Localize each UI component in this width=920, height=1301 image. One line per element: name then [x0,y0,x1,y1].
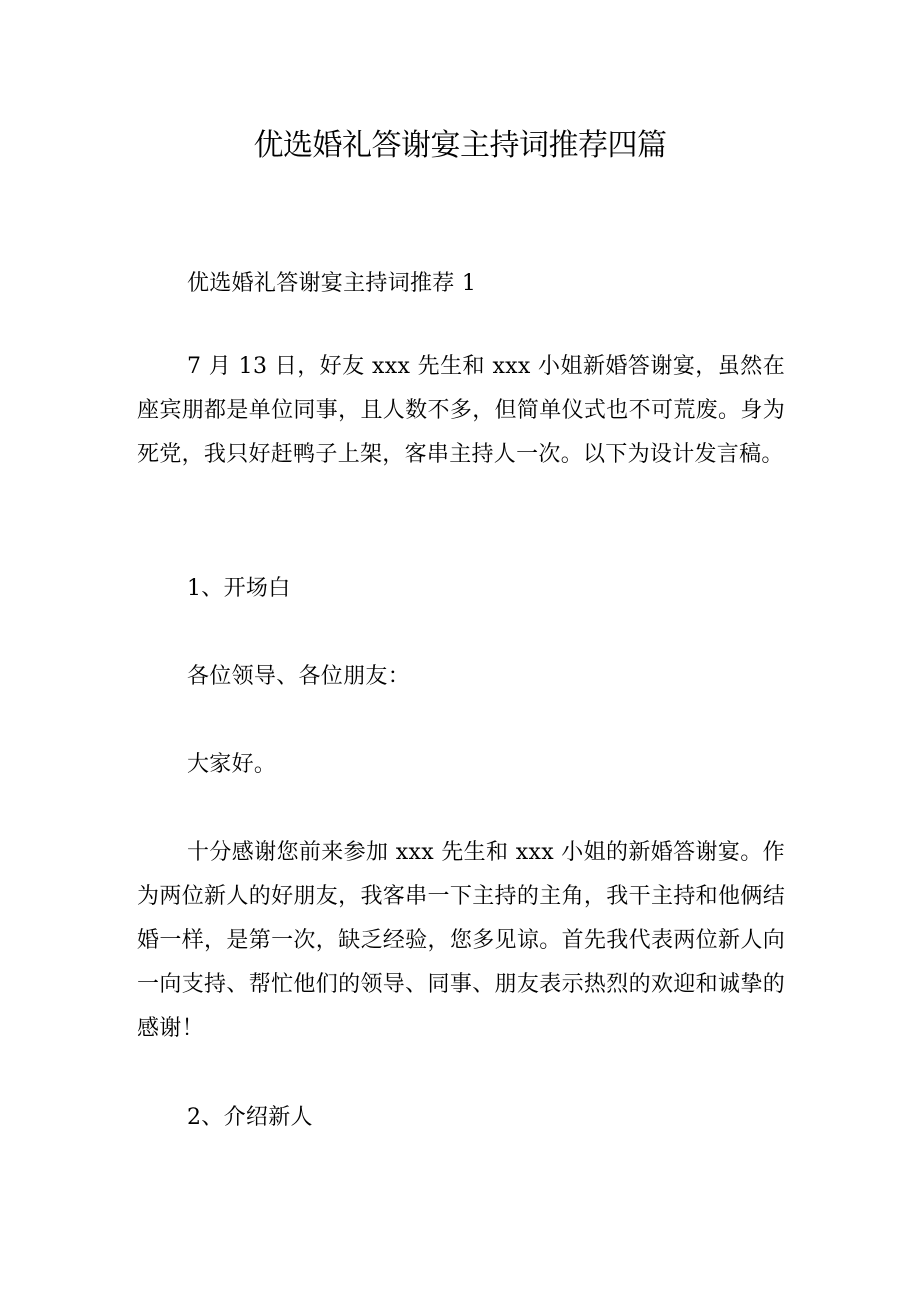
intro-paragraph: 7 月 13 日，好友 xxx 先生和 xxx 小姐新婚答谢宴，虽然在座宾朋都是单位同事，且人数不多，但简单仪式也不可荒废。身为死党，我只好赶鸭子上架，客串主持人一次。以下为设计发言稿。 [137,354,785,467]
section-heading-1: 优选婚礼答谢宴主持词推荐 1 [187,271,477,296]
document-title: 优选婚礼答谢宴主持词推荐四篇 [253,128,667,163]
thanks-paragraph: 十分感谢您前来参加 xxx 先生和 xxx 小姐的新婚答谢宴。作为两位新人的好朋友，我客串一下主持的主角，我干主持和他俩结婚一样，是第一次，缺乏经验，您多见谅。首先我代表两位新人向一向支持、帮忙他们的领导、同事、朋友表示热烈的欢迎和诚挚的感谢！ [137,840,785,1041]
item-heading-introduce: 2、介绍新人 [187,1105,313,1130]
item-heading-opening: 1、开场白 [187,576,291,601]
hello-line: 大家好。 [187,752,277,777]
greeting-line: 各位领导、各位朋友： [187,664,411,689]
